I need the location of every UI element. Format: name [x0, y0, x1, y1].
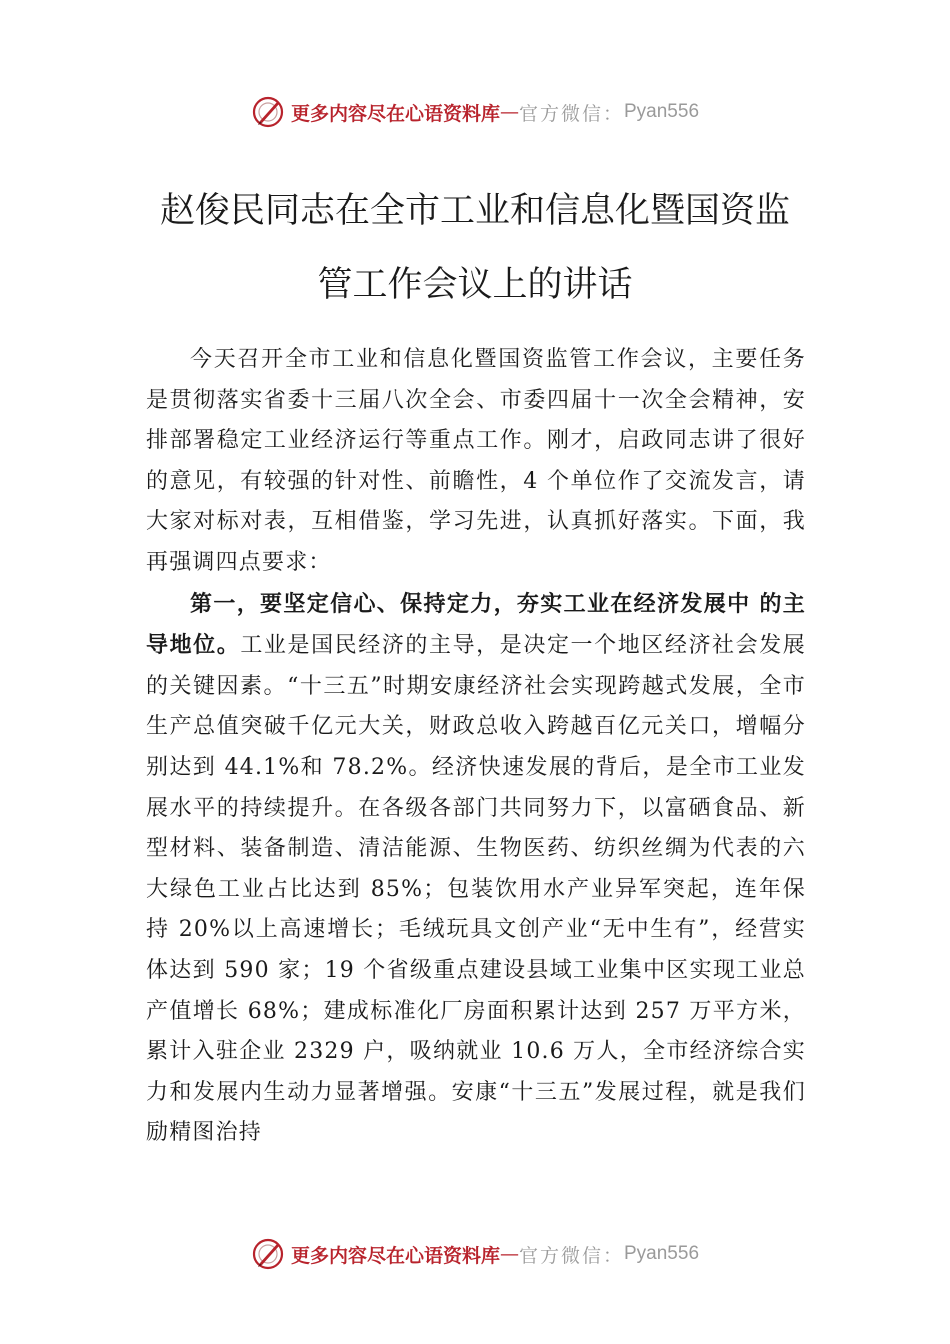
pen-circle-logo-icon — [251, 1237, 285, 1271]
title-line-1: 赵俊民同志在全市工业和信息化暨国资监 — [159, 191, 790, 231]
section-1-body: 工业是国民经济的主导，是决定一个地区经济社会发展的关键因素。“十三五”时期安康经济社会实现跨越式发展，全市生产总值突破千亿元大关，财政总收入跨越百亿元关口，增幅分别达到 44.1%和 78.2%。经济快速发展的背后，是全市工业发展水平的持续提升。在各级各部门共同努力下，以富硒食品、新型材料、装备制造、清洁能源、生物医药、纺织丝绸为代表的六大绿色工业占比达到 85%；包装饮用水产业异军突起，连年保持 20%以上高速增长；毛绒玩具文创产业“无中生有”，经营实体达到 590 家；19 个省级重点建设县域工业集中区实现工业总产值增长 68%；建成标准化厂房面积累计达到 257 万平方米，累计入驻企业 2329 户，吸纳就业 10.6 万人，全市经济综合实力和发展内生动力显著增强。安康“十三五”发展过程，就是我们励精图治持 — [146, 633, 806, 1146]
header-watermark — [0, 92, 950, 132]
section-1-lead: 第一，要坚定信心、保持定力，夯实工业在经济发展中 的主导地位。 — [146, 590, 806, 659]
watermark-wechat-label: 官方微信： — [518, 102, 624, 125]
title-line-2: 管工作会议上的讲话 — [317, 265, 633, 305]
document-body — [146, 340, 806, 1154]
document-title — [140, 174, 810, 322]
watermark-separator: — — [499, 1243, 519, 1265]
watermark-wechat-id: Pyan556 — [624, 101, 700, 122]
watermark-brand: 更多内容尽在心语资料库 — [290, 102, 500, 125]
watermark-wechat-id: Pyan556 — [624, 1243, 700, 1264]
footer-watermark — [0, 1234, 950, 1274]
watermark-brand: 更多内容尽在心语资料库 — [290, 1244, 500, 1267]
watermark-wechat-label: 官方微信： — [518, 1244, 624, 1267]
section-1-paragraph — [146, 584, 806, 1154]
intro-paragraph: 今天召开全市工业和信息化暨国资监管工作会议，主要任务是贯彻落实省委十三届八次全会、市委四届十一次全会精神，安排部署稳定工业经济运行等重点工作。刚才，启政同志讲了很好的意见，有较强的针对性、前瞻性，4 个单位作了交流发言，请大家对标对表，互相借鉴，学习先进，认真抓好落实。下面，我再强调四点要求： — [146, 347, 806, 575]
pen-circle-logo-icon — [251, 95, 285, 129]
watermark-separator: — — [499, 101, 519, 123]
